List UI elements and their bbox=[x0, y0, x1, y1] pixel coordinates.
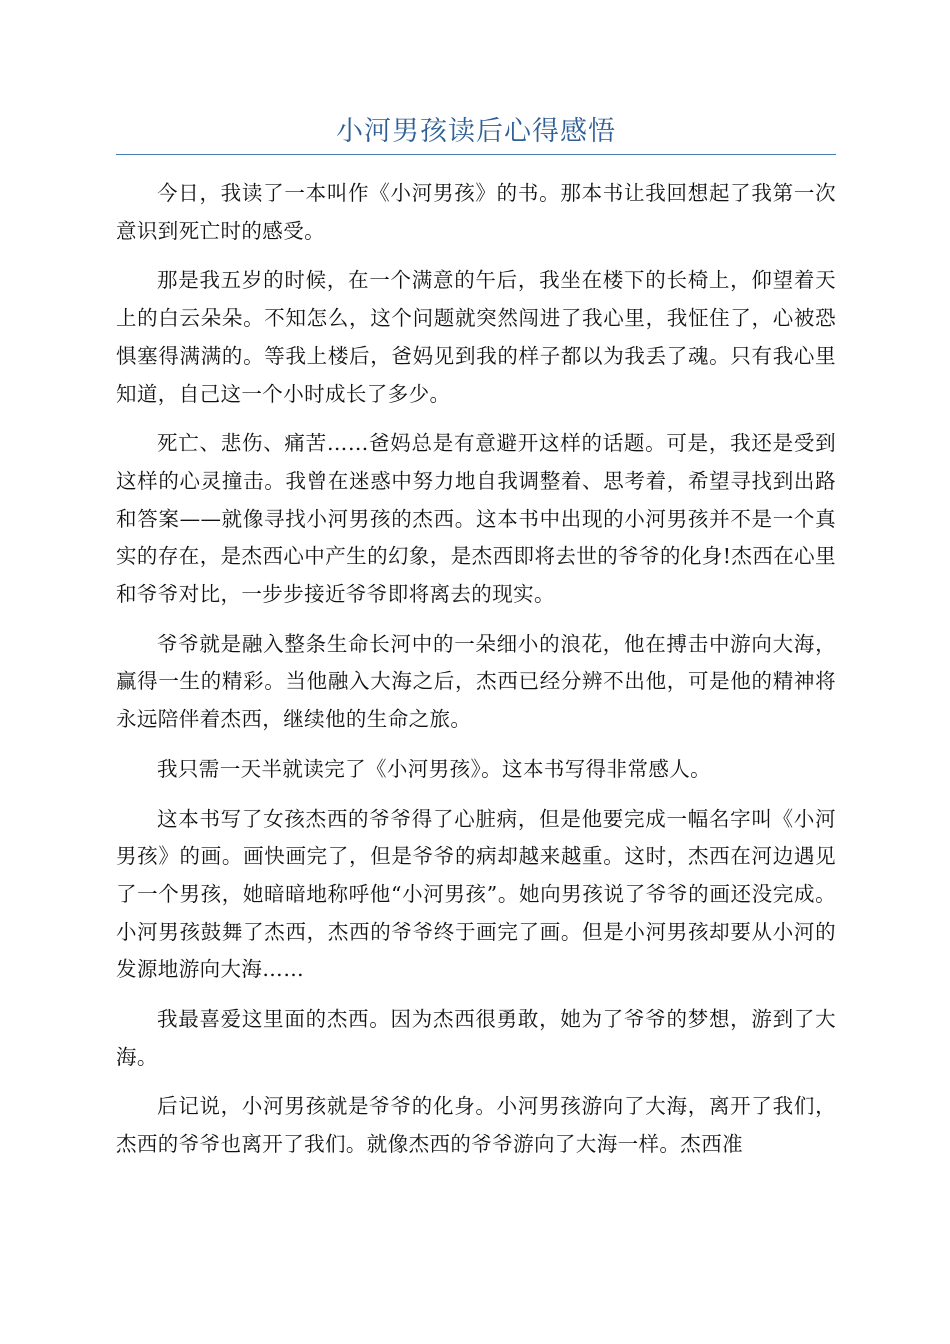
paragraph: 我最喜爱这里面的杰西。因为杰西很勇敢，她为了爷爷的梦想，游到了大海。 bbox=[116, 1007, 836, 1069]
paragraph: 我只需一天半就读完了《小河男孩》。这本书写得非常感人。 bbox=[157, 756, 712, 781]
paragraph: 今日，我读了一本叫作《小河男孩》的书。那本书让我回想起了我第一次意识到死亡时的感受。 bbox=[116, 181, 836, 243]
paragraph: 爷爷就是融入整条生命长河中的一朵细小的浪花，他在搏击中游向大海，赢得一生的精彩。当他融入大海之后，杰西已经分辨不出他，可是他的精神将永远陪伴着杰西，继续他的生命之旅。 bbox=[116, 631, 836, 732]
paragraph: 那是我五岁的时候，在一个满意的午后，我坐在楼下的长椅上，仰望着天上的白云朵朵。不知怎么，这个问题就突然闯进了我心里，我怔住了，心被恐惧塞得满满的。等我上楼后，爸妈见到我的样子都以为我丢了魂。只有我心里知道，自己这一个小时成长了多少。 bbox=[116, 268, 836, 406]
paragraph: 这本书写了女孩杰西的爷爷得了心脏病，但是他要完成一幅名字叫《小河男孩》的画。画快画完了，但是爷爷的病却越来越重。这时，杰西在河边遇见了一个男孩，她暗暗地称呼他“小河男孩”。她向男孩说了爷爷的画还没完成。小河男孩鼓舞了杰西，杰西的爷爷终于画完了画。但是小河男孩却要从小河的发源地游向大海…… bbox=[116, 806, 836, 982]
paragraph: 死亡、悲伤、痛苦……爸妈总是有意避开这样的话题。可是，我还是受到这样的心灵撞击。我曾在迷惑中努力地自我调整着、思考着，希望寻找到出路和答案——就像寻找小河男孩的杰西。这本书中出现的小河男孩并不是一个真实的存在，是杰西心中产生的幻象，是杰西即将去世的爷爷的化身!杰西在心里和爷爷对比，一步步接近爷爷即将离去的现实。 bbox=[116, 431, 836, 607]
document-page bbox=[116, 110, 836, 1176]
document-body bbox=[116, 175, 836, 1164]
title-underline bbox=[116, 154, 836, 155]
paragraph: 后记说，小河男孩就是爷爷的化身。小河男孩游向了大海，离开了我们，杰西的爷爷也离开了我们。就像杰西的爷爷游向了大海一样。杰西准 bbox=[116, 1094, 836, 1157]
document-title: 小河男孩读后心得感悟 bbox=[336, 116, 616, 147]
